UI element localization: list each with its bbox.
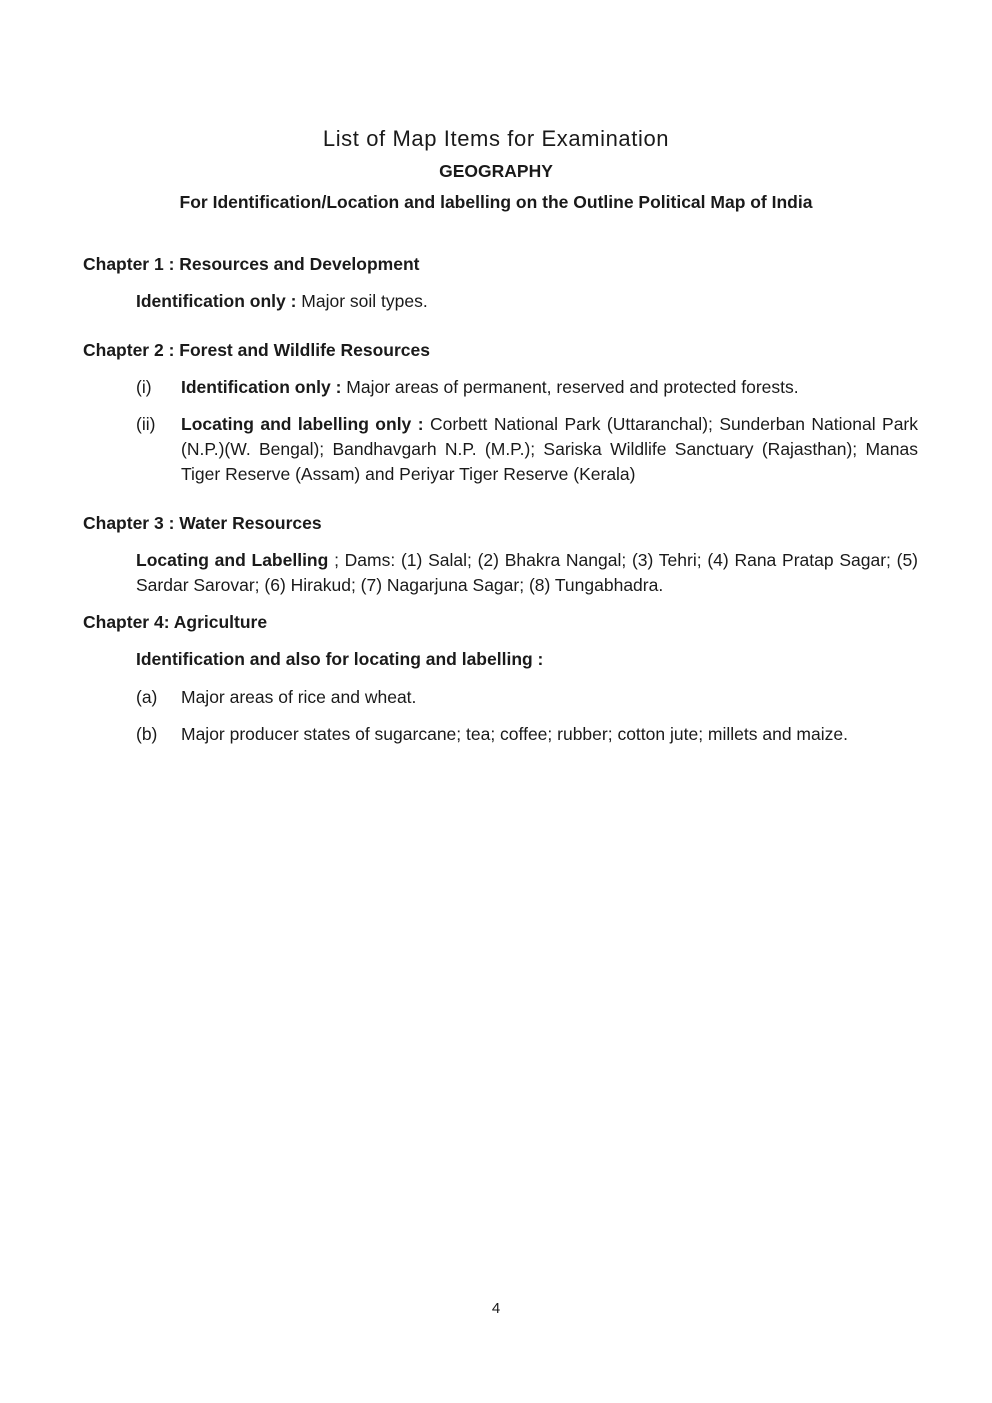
chapter-1-heading: Chapter 1 : Resources and Development [83,254,420,274]
chapter-3-entry-label: Locating and Labelling [136,550,329,570]
document-subtitle: For Identification/Location and labelling on the Outline Political Map of India [179,192,813,212]
list-marker: (ii) [136,414,156,434]
chapter-4-entry-label: Identification and also for locating and labelling : [136,649,544,669]
chapter-3-entry [136,548,918,598]
document-subject: GEOGRAPHY [439,161,553,181]
chapter-3-heading: Chapter 3 : Water Resources [83,513,322,533]
chapter-2-item-ii-text: Corbett National Park (Uttaranchal); Sunderban National Park (N.P.)(W. Bengal); Bandhavgarh N.P. (M.P.); Sariska Wildlife Sanctuary (Rajasthan); Manas Tiger Reserve (Assam) and Periyar Tiger Reserve (Kerala) [181,414,919,484]
chapter-2-item-i-text: Major areas of permanent, reserved and protected forests. [341,377,799,397]
chapter-4-item-b-text: Major producer states of sugarcane; tea; coffee; rubber; cotton jute; millets and maize. [181,724,848,744]
chapter-1-entry [136,289,918,314]
chapter-4-heading: Chapter 4: Agriculture [83,612,268,632]
chapter-2-item-i-label: Identification only : [181,377,342,397]
list-marker: (b) [136,724,158,744]
chapter-4-entry [136,647,918,672]
chapter-4-item-a [136,685,918,710]
chapter-3-entry-text: ; Dams: (1) Salal; (2) Bhakra Nangal; (3) Tehri; (4) Rana Pratap Sagar; (5) Sardar Sarovar; (6) Hirakud; (7) Nagarjuna Sagar; (8) Tungabhadra. [136,550,919,595]
chapter-2-heading: Chapter 2 : Forest and Wildlife Resources [83,340,431,360]
chapter-2-item-i [136,375,918,400]
list-marker: (a) [136,687,158,707]
chapter-1-entry-text: Major soil types. [296,291,428,311]
chapter-4-item-b [136,722,918,747]
document-title: List of Map Items for Examination [322,126,670,151]
chapter-2-item-ii-label: Locating and labelling only : [181,414,424,434]
chapter-4-item-a-text: Major areas of rice and wheat. [181,687,417,707]
page-number: 4 [491,1300,501,1317]
chapter-2-item-ii [136,412,918,487]
list-marker: (i) [136,377,152,397]
chapter-1-entry-label: Identification only : [136,291,297,311]
